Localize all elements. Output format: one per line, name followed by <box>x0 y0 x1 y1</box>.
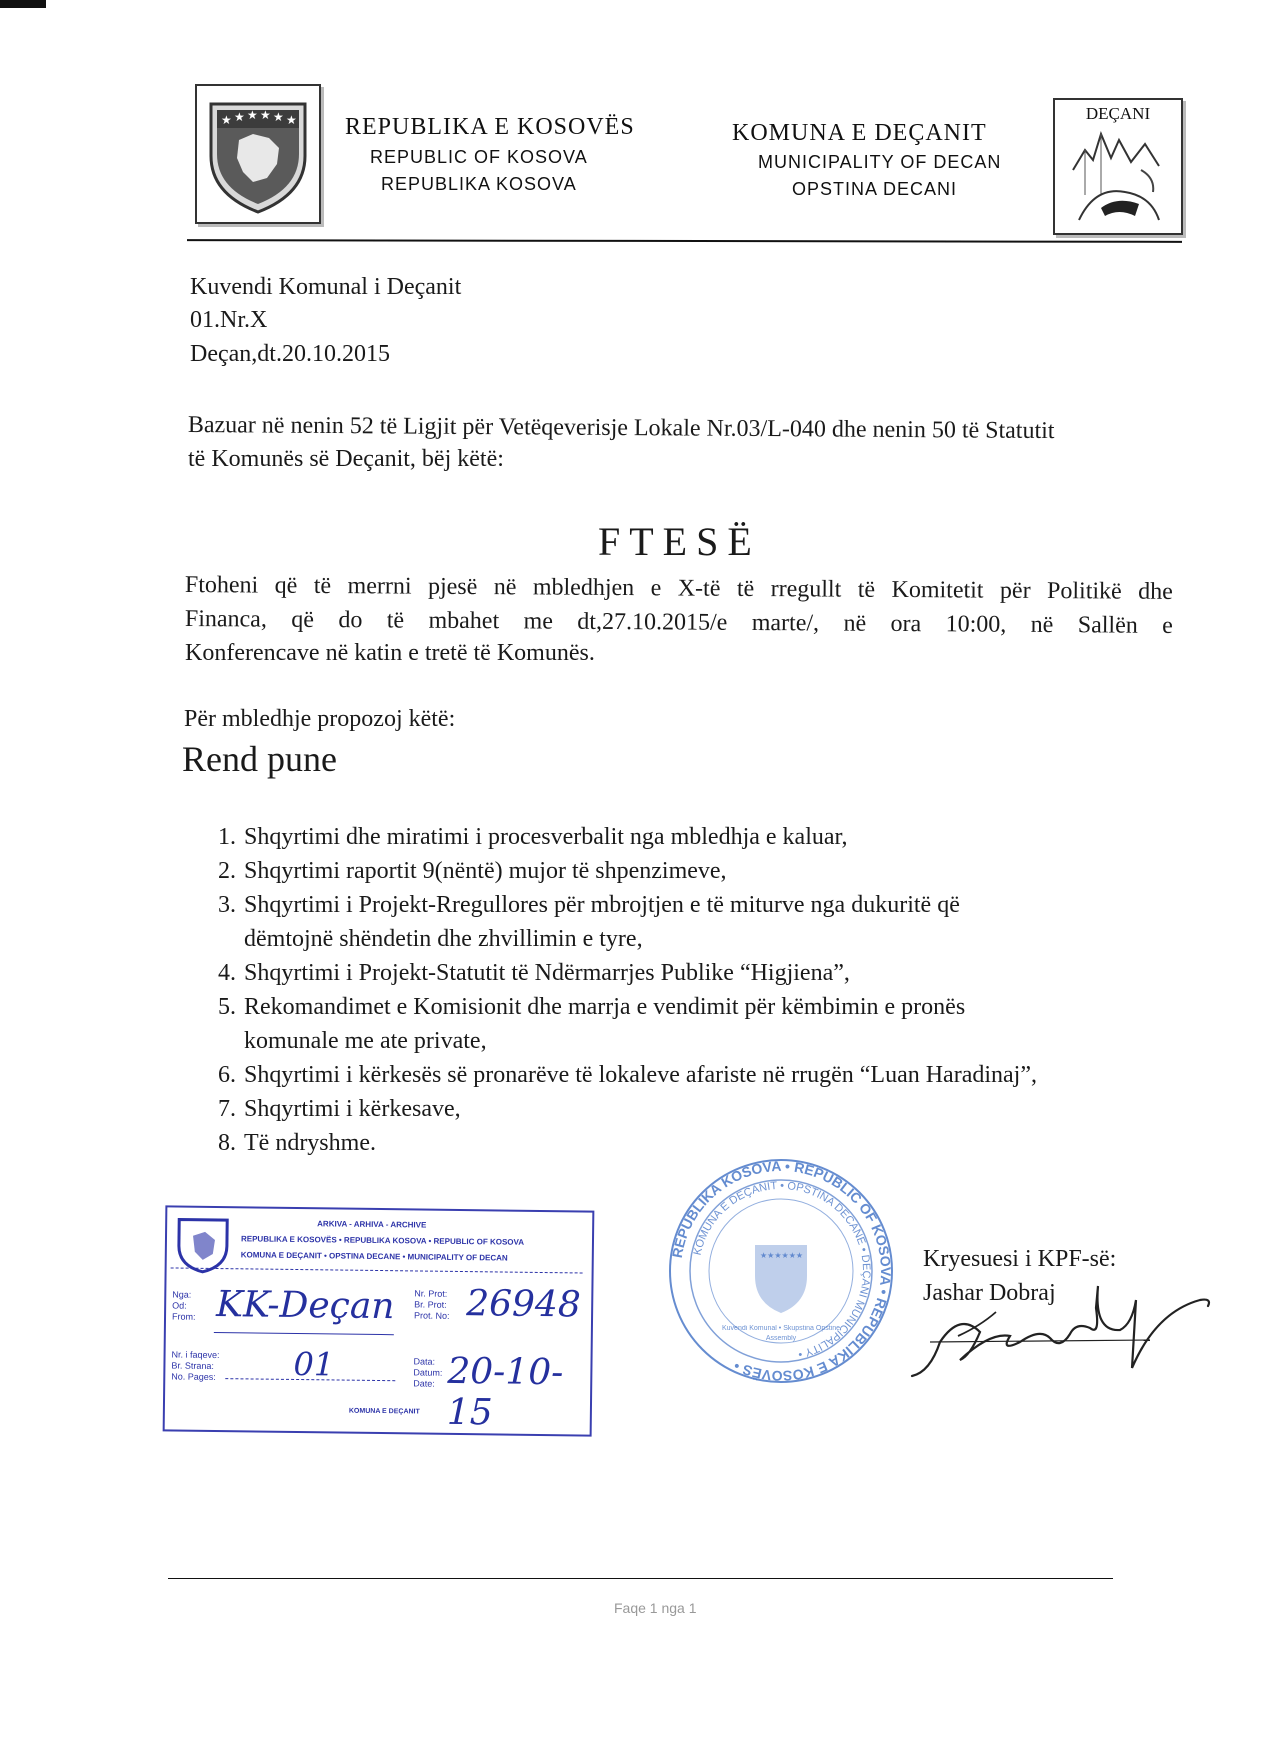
invitation-line1: Ftoheni që të merrni pjesë në mbledhjen e X-të të rregullt të Komitetit për Politikë dhe <box>184 571 1173 605</box>
agenda-item-text: Shqyrtimi i Projekt-Statutit të Ndërmarrjes Publike “Higjiena”, <box>244 960 850 986</box>
agenda-item-text: Rekomandimet e Komisionit dhe marrja e vendimit për këmbimin e pronës <box>244 994 966 1020</box>
scan-corner-mark <box>0 0 46 8</box>
stamp-number-value: 26948 <box>465 1283 581 1326</box>
logo-title: DEÇANI <box>1085 104 1151 123</box>
agenda-item-number: 8. <box>218 1130 236 1156</box>
stamp-footer: KOMUNA E DEÇANIT <box>348 1407 420 1416</box>
agenda-item-continuation: dëmtojnë shëndetin dhe zhvillimin e tyre, <box>244 926 643 952</box>
agenda-item-text: Shqyrtimi i kërkesave, <box>244 1096 461 1122</box>
svg-text:★: ★ <box>221 113 232 127</box>
document-date: Deçan,dt.20.10.2015 <box>190 341 390 367</box>
stamp-from-label: Nga: Od: From: <box>171 1289 196 1322</box>
kosovo-coat-of-arms-icon <box>197 86 319 222</box>
decani-mountain-icon <box>1055 100 1181 233</box>
legal-basis-line1: Bazuar në nenin 52 të Ligjit për Vetëqeverisje Lokale Nr.03/L-040 dhe nenin 50 të Statutit <box>187 411 1055 445</box>
agenda-item-number: 5. <box>218 994 236 1020</box>
svg-text:★: ★ <box>247 108 258 122</box>
decani-logo <box>1053 98 1183 235</box>
stamp-archive-label: ARKIVA - ARHIVA - ARCHIVE <box>317 1219 427 1230</box>
stamp-date-label: Data: Datum: Date: <box>413 1356 443 1389</box>
legal-basis-line2: të Komunës së Deçanit, bëj këtë: <box>188 446 504 472</box>
municipal-seal <box>668 1158 894 1384</box>
reference-number: 01.Nr.X <box>190 307 268 333</box>
header-country-serbian: REPUBLIKA KOSOVA <box>381 174 577 194</box>
kosovo-emblem <box>195 84 321 224</box>
agenda-item-number: 4. <box>218 960 236 986</box>
agenda-item-continuation: komunale me ate private, <box>244 1028 487 1054</box>
header-country-english: REPUBLIC OF KOSOVA <box>370 147 588 167</box>
stamp-date-value: 20-10-15 <box>446 1350 564 1434</box>
proposal-intro: Për mbledhje propozoj këtë: <box>184 706 456 732</box>
agenda-title: Rend pune <box>182 739 337 779</box>
svg-text:★★★★★★: ★★★★★★ <box>760 1251 804 1260</box>
header-municipality-english: MUNICIPALITY OF DECAN <box>758 152 1002 172</box>
header-divider <box>187 239 1182 243</box>
page-number: Faqe 1 nga 1 <box>614 1600 697 1616</box>
stamp-municipality-line: KOMUNA E DEÇANIT • OPSTINA DECANE • MUNICIPALITY OF DECAN <box>240 1250 508 1263</box>
document-title: FTESË <box>598 519 761 564</box>
seal-center-text: Kuvendi Komunal • Skupstina Opstine <box>721 1325 841 1332</box>
agenda-item-number: 2. <box>218 858 236 884</box>
footer-divider <box>168 1578 1113 1579</box>
invitation-line3: Konferencave në katin e tretë të Komunës. <box>185 640 595 666</box>
seal-inner-text: KOMUNA E DEÇANIT • OPSTINA DECANE • DEÇANI MUNICIPALITY • <box>691 1179 873 1361</box>
agenda-item-number: 3. <box>218 892 236 918</box>
header-municipality-serbian: OPSTINA DECANI <box>792 179 958 199</box>
stamp-number-label: Nr. Prot: Br. Prot: Prot. No: <box>414 1288 450 1321</box>
stamp-country-line: REPUBLIKA E KOSOVËS • REPUBLIKA KOSOVA • REPUBLIC OF KOSOVA <box>240 1234 525 1247</box>
stamp-pages-value: 01 <box>293 1344 335 1384</box>
agenda-item-text: Shqyrtimi raportit 9(nëntë) mujor të shpenzimeve, <box>244 858 727 884</box>
stamp-pages-label: Nr. i faqeve: Br. Strana: No. Pages: <box>171 1349 220 1383</box>
agenda-item-text: Shqyrtimi i Projekt-Rregullores për mbrojtjen e të miturve nga dukuritë që <box>244 892 960 918</box>
signatory-role: Kryesuesi i KPF-së: <box>923 1246 1117 1272</box>
seal-center-text-2: Assembly <box>765 1335 797 1342</box>
agenda-item-number: 7. <box>218 1096 236 1122</box>
registry-stamp <box>163 1205 595 1436</box>
handwritten-signature <box>900 1272 1220 1382</box>
stamp-from-value: KK-Deçan <box>215 1284 395 1328</box>
svg-text:★: ★ <box>273 110 284 124</box>
svg-text:★: ★ <box>260 108 271 122</box>
agenda-item-number: 1. <box>218 824 236 850</box>
signatory-name: Jashar Dobraj <box>923 1280 1056 1306</box>
invitation-line2: Financa, që do të mbahet me dt,27.10.2015/e marte/, në ora 10:00, në Sallën e <box>184 605 1173 639</box>
agenda-item-number: 6. <box>218 1062 236 1088</box>
stamp-from-line <box>214 1332 394 1335</box>
svg-text:★: ★ <box>286 113 297 127</box>
header-municipality-albanian: KOMUNA E DEÇANIT <box>732 120 987 146</box>
svg-text:★: ★ <box>234 110 245 124</box>
seal-outer-text: REPUBLIKA KOSOVA • REPUBLIC OF KOSOVA • REPUBLIKA E KOSOVËS • <box>668 1158 894 1384</box>
agenda-item-text: Të ndryshme. <box>244 1130 376 1156</box>
header-country-albanian: REPUBLIKA E KOSOVËS <box>345 114 635 140</box>
agenda-item-text: Shqyrtimi i kërkesës së pronarëve të lokaleve afariste në rrugën “Luan Haradinaj”, <box>244 1062 1037 1088</box>
assembly-name: Kuvendi Komunal i Deçanit <box>190 274 462 300</box>
agenda-item-text: Shqyrtimi dhe miratimi i procesverbalit nga mbledhja e kaluar, <box>244 824 848 850</box>
